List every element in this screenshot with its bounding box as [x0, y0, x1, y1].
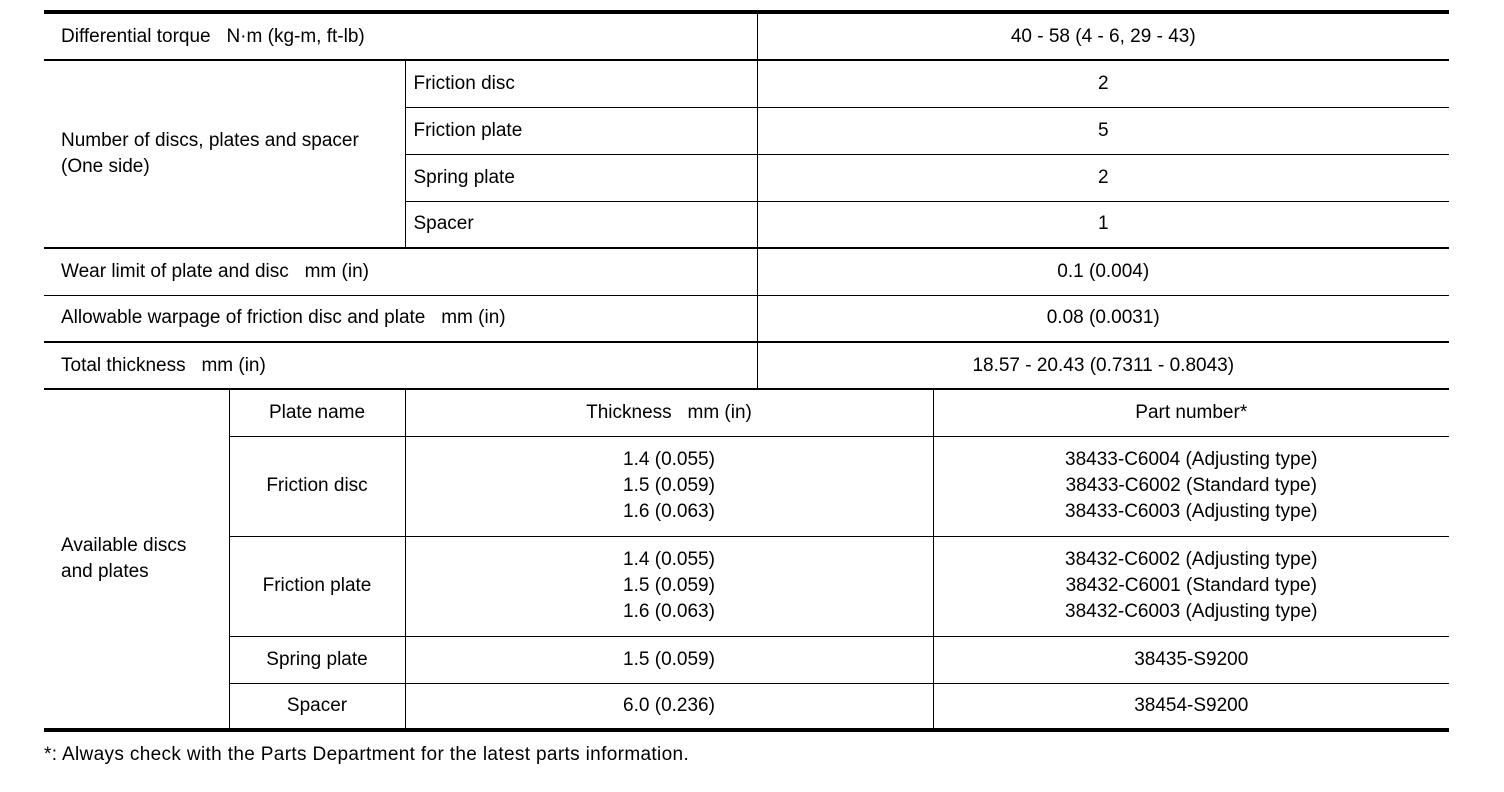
header-part-number: Part number*	[933, 389, 1449, 436]
warpage-value: 0.08 (0.0031)	[757, 295, 1449, 342]
total-thickness-label: Total thickness mm (in)	[44, 342, 757, 389]
disc-item-name: Friction plate	[405, 107, 757, 154]
part-number: 38433-C6004 (Adjusting type)	[1065, 449, 1318, 470]
wear-row	[44, 248, 1449, 295]
thickness-value: 1.5 (0.059)	[405, 636, 933, 683]
header-thickness: Thickness mm (in)	[405, 389, 933, 436]
plate-name: Spacer	[229, 683, 405, 730]
disc-item-name: Friction disc	[405, 60, 757, 107]
plate-name: Friction disc	[229, 436, 405, 536]
thickness-value: 1.5 (0.059)	[623, 475, 715, 496]
part-number: 38432-C6001 (Standard type)	[1065, 575, 1317, 596]
disc-count-label-line1: Number of discs, plates and spacer	[61, 130, 359, 151]
available-label-line1: Available discs	[61, 535, 187, 556]
part-number: 38454-S9200	[933, 683, 1449, 730]
disc-item-name: Spacer	[405, 201, 757, 248]
disc-item-value: 2	[757, 154, 1449, 201]
specification-table	[44, 10, 1449, 732]
thickness-cell	[405, 436, 933, 536]
available-row	[44, 636, 1449, 683]
total-thickness-row	[44, 342, 1449, 389]
part-number: 38432-C6002 (Adjusting type)	[1065, 549, 1318, 570]
plate-name: Friction plate	[229, 536, 405, 636]
disc-count-row	[44, 60, 1449, 107]
disc-item-name: Spring plate	[405, 154, 757, 201]
thickness-value: 1.6 (0.063)	[623, 501, 715, 522]
disc-item-value: 1	[757, 201, 1449, 248]
torque-label: Differential torque N·m (kg-m, ft-lb)	[44, 12, 757, 60]
thickness-value: 1.4 (0.055)	[623, 549, 715, 570]
total-thickness-value: 18.57 - 20.43 (0.7311 - 0.8043)	[757, 342, 1449, 389]
torque-row	[44, 12, 1449, 60]
part-number: 38435-S9200	[933, 636, 1449, 683]
available-row	[44, 436, 1449, 536]
part-number: 38433-C6003 (Adjusting type)	[1065, 501, 1318, 522]
header-plate-name: Plate name	[229, 389, 405, 436]
thickness-value: 1.4 (0.055)	[623, 449, 715, 470]
disc-count-label	[44, 60, 405, 248]
wear-label: Wear limit of plate and disc mm (in)	[44, 248, 757, 295]
available-label	[44, 389, 229, 730]
available-label-line2: and plates	[61, 561, 149, 582]
torque-value: 40 - 58 (4 - 6, 29 - 43)	[757, 12, 1449, 60]
thickness-value: 1.5 (0.059)	[623, 575, 715, 596]
warpage-row	[44, 295, 1449, 342]
wear-value: 0.1 (0.004)	[757, 248, 1449, 295]
thickness-cell	[405, 536, 933, 636]
part-number: 38433-C6002 (Standard type)	[1065, 475, 1317, 496]
footnote: *: Always check with the Parts Department for the latest parts information.	[44, 744, 690, 765]
available-row	[44, 536, 1449, 636]
disc-item-value: 5	[757, 107, 1449, 154]
disc-item-value: 2	[757, 60, 1449, 107]
disc-count-label-line2: (One side)	[61, 156, 150, 177]
thickness-value: 1.6 (0.063)	[623, 601, 715, 622]
available-row	[44, 683, 1449, 730]
available-header-row	[44, 389, 1449, 436]
warpage-label: Allowable warpage of friction disc and plate mm (in)	[44, 295, 757, 342]
plate-name: Spring plate	[229, 636, 405, 683]
part-number: 38432-C6003 (Adjusting type)	[1065, 601, 1318, 622]
thickness-value: 6.0 (0.236)	[405, 683, 933, 730]
part-number-cell	[933, 436, 1449, 536]
part-number-cell	[933, 536, 1449, 636]
